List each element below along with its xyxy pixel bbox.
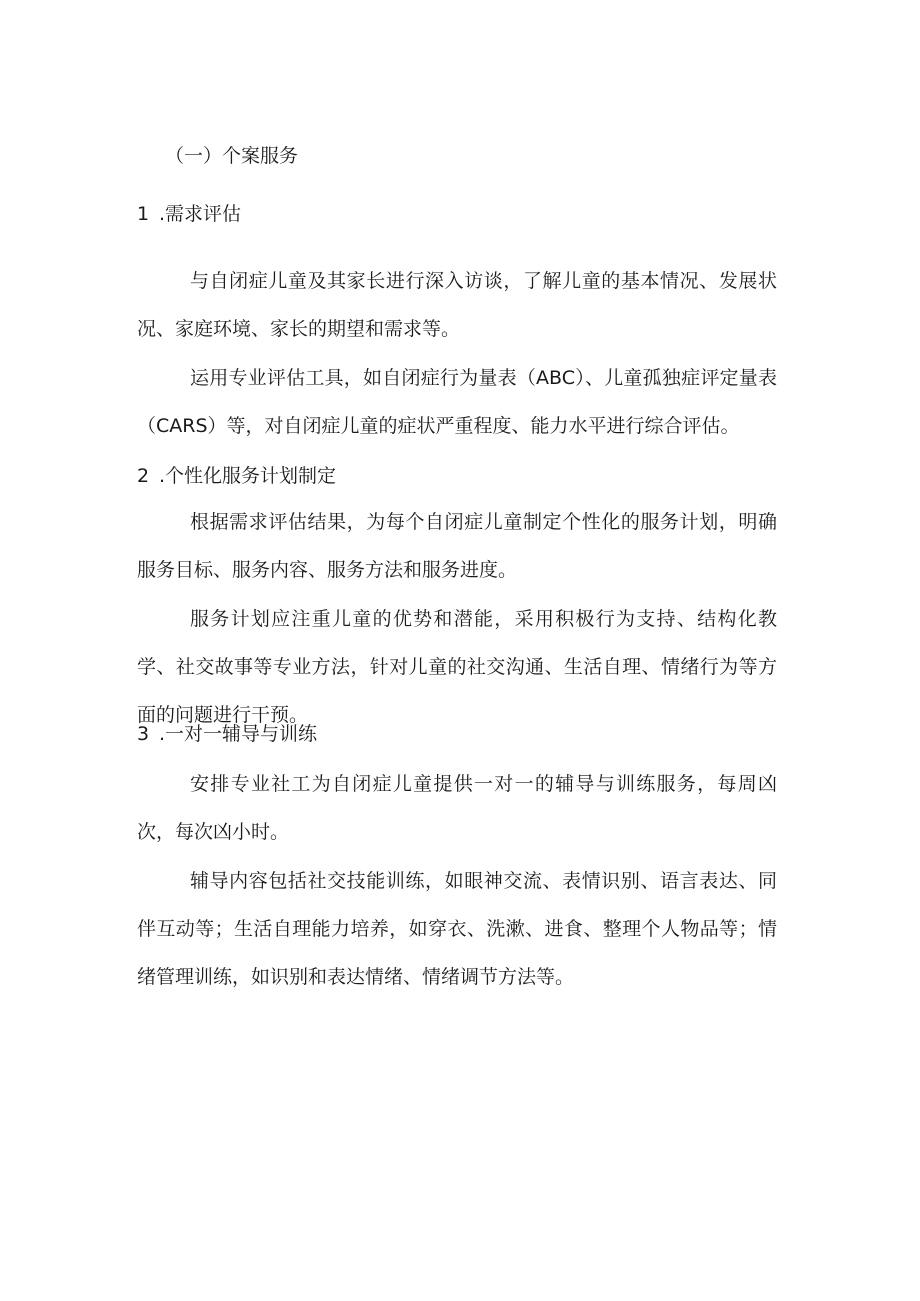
paragraph: 安排专业社工为自闭症儿童提供一对一的辅导与训练服务，每周凶次，每次凶小时。 xyxy=(137,773,777,843)
heading-number: 3 xyxy=(137,723,150,745)
heading-needs-assessment xyxy=(137,200,241,228)
heading-text: .个性化服务计划制定 xyxy=(159,465,337,487)
heading-text: .一对一辅导与训练 xyxy=(159,723,318,745)
heading-number: 1 xyxy=(137,203,150,225)
heading-number: 2 xyxy=(137,465,150,487)
heading-service-plan xyxy=(137,462,336,490)
heading-text: .需求评估 xyxy=(159,203,242,225)
section-title: （一）个案服务 xyxy=(165,145,299,167)
paragraph: 运用专业评估工具，如自闭症行为量表（ABC）、儿童孤独症评定量表（CARS）等，对自闭症儿童的症状严重程度、能力水平进行综合评估。 xyxy=(137,367,777,437)
paragraph: 与自闭症儿童及其家长进行深入访谈，了解儿童的基本情况、发展状况、家庭环境、家长的期望和需求等。 xyxy=(137,270,777,340)
paragraph: 服务计划应注重儿童的优势和潜能，采用积极行为支持、结构化教学、社交故事等专业方法，针对儿童的社交沟通、生活自理、情绪行为等方面的问题进行干预。 xyxy=(137,608,777,726)
heading-one-on-one xyxy=(137,720,317,748)
paragraph: 根据需求评估结果，为每个自闭症儿童制定个性化的服务计划，明确服务目标、服务内容、服务方法和服务进度。 xyxy=(137,511,777,581)
paragraph: 辅导内容包括社交技能训练，如眼神交流、表情识别、语言表达、同伴互动等；生活自理能力培养，如穿衣、洗漱、进食、整理个人物品等；情绪管理训练，如识别和表达情绪、情绪调节方法等。 xyxy=(137,870,777,988)
